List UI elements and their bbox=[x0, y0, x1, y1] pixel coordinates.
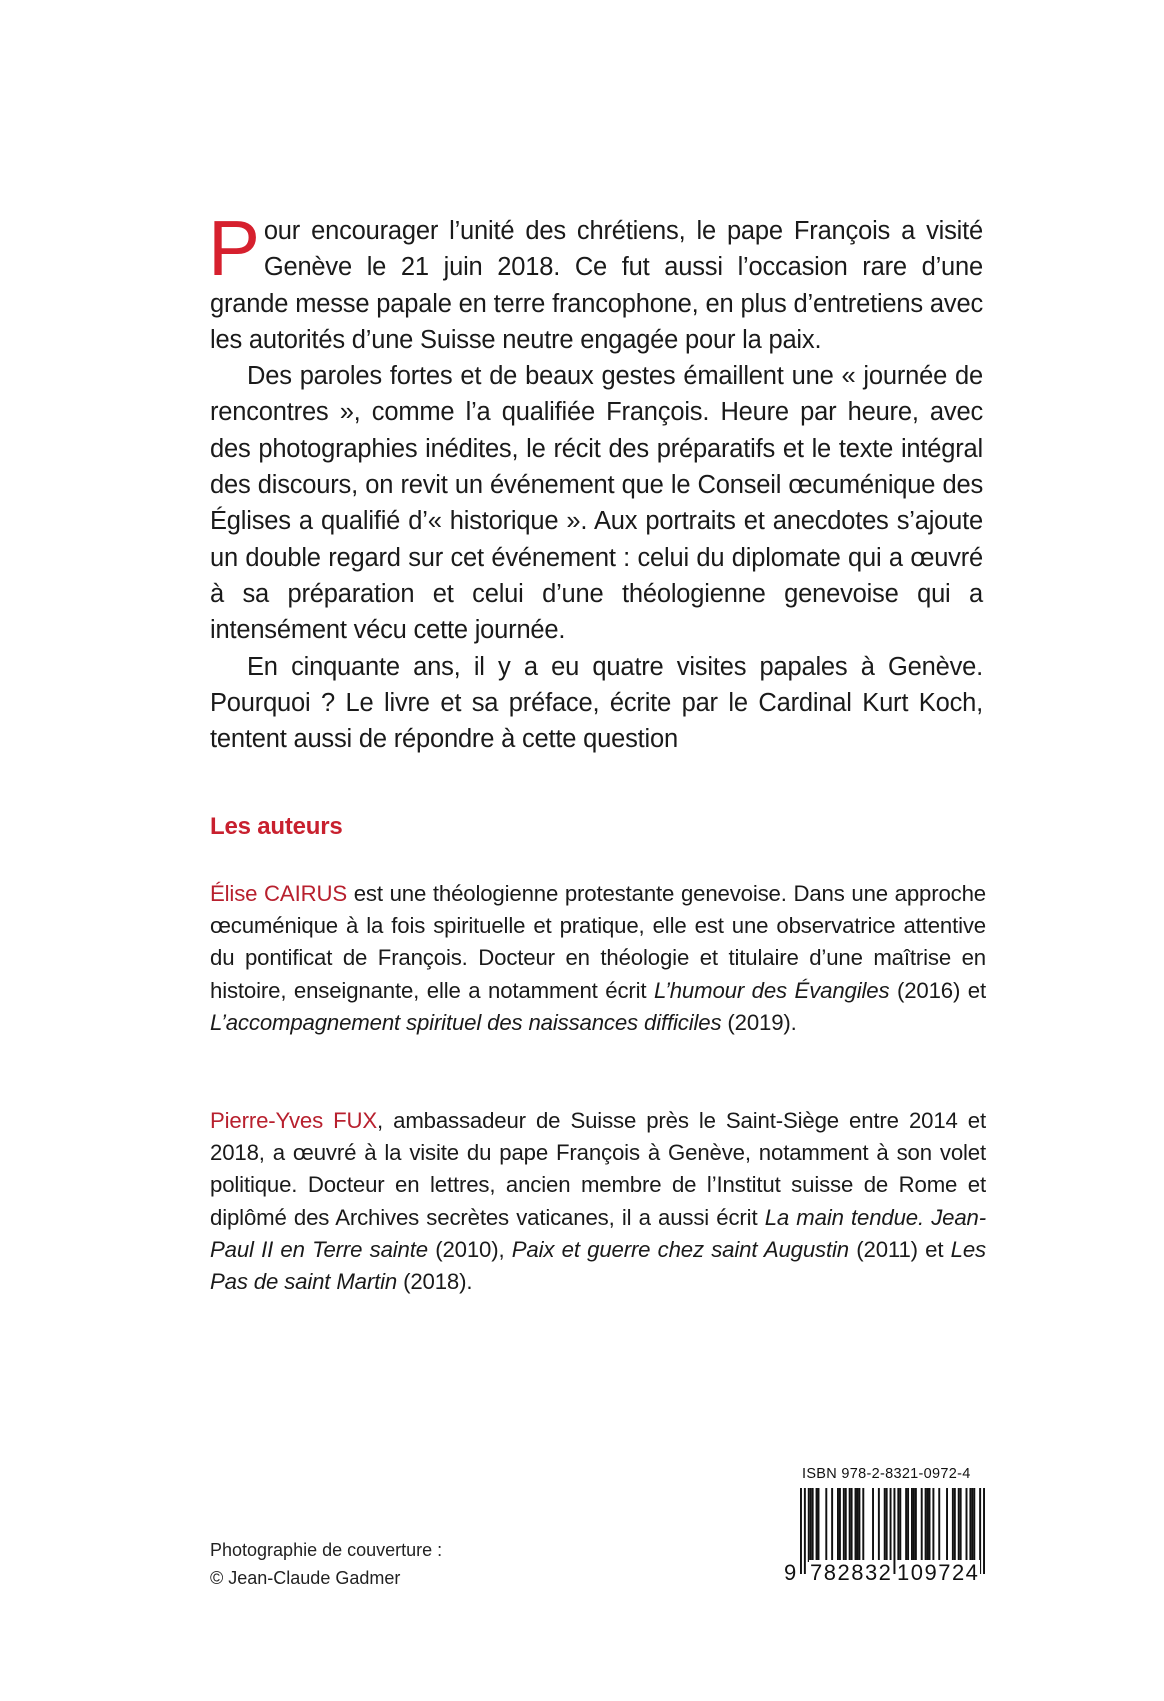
barcode-bar bbox=[969, 1488, 971, 1562]
photo-credit-label: Photographie de couverture : bbox=[210, 1540, 443, 1560]
barcode-bar bbox=[855, 1488, 857, 1562]
barcode-bar bbox=[872, 1488, 874, 1562]
barcode-bar bbox=[952, 1488, 954, 1562]
bio-text: (2011) et bbox=[848, 1236, 951, 1262]
authors-heading: Les auteurs bbox=[210, 813, 343, 840]
book-title: La main tendue. Jean-Paul II en Terre sainte bbox=[210, 1204, 986, 1262]
bio-text: (2016) et bbox=[889, 977, 986, 1003]
barcode-bar bbox=[886, 1488, 888, 1562]
barcode-bar bbox=[929, 1488, 931, 1562]
barcode-bar bbox=[958, 1488, 960, 1562]
barcode-bar bbox=[878, 1488, 880, 1562]
book-title: L’humour des Évangiles bbox=[654, 977, 890, 1003]
author-name: Pierre-Yves FUX bbox=[210, 1108, 378, 1133]
barcode-bar bbox=[858, 1488, 860, 1562]
barcode-bar bbox=[921, 1488, 923, 1562]
author-bio-cairus bbox=[210, 878, 986, 1039]
barcode-bar bbox=[839, 1488, 841, 1562]
author-bio-fux bbox=[210, 1105, 986, 1298]
blurb bbox=[208, 204, 983, 757]
barcode-bar bbox=[899, 1488, 901, 1562]
barcode-bar bbox=[810, 1488, 812, 1562]
barcode-bar bbox=[831, 1488, 833, 1562]
barcode-bar bbox=[818, 1488, 820, 1562]
barcode-bar bbox=[966, 1488, 968, 1562]
barcode-bar bbox=[907, 1488, 909, 1562]
bio-text: est une théologienne protestante genevoise. Dans une approche œcuménique à la fois spirituelle et pratique, elle est une observatrice attentive du pontificat de François. Docteur en théologie et titulaire d’une maîtrise en histoire, enseignante, elle a notamment écrit bbox=[210, 881, 986, 1003]
barcode-bar bbox=[825, 1488, 827, 1562]
ean-left-digits: 782832 bbox=[810, 1560, 893, 1585]
ean-first-digit: 9 bbox=[784, 1560, 797, 1585]
barcode-bar bbox=[911, 1488, 913, 1562]
drop-cap: P bbox=[208, 204, 260, 292]
book-title: Les Pas de saint Martin bbox=[210, 1236, 986, 1295]
barcode-bar bbox=[960, 1488, 962, 1562]
barcode-bar bbox=[851, 1488, 853, 1562]
barcode-bar bbox=[954, 1488, 956, 1562]
ean-right-digits: 109724 bbox=[897, 1560, 980, 1585]
bio-text: , ambassadeur de Suisse près le Saint-Siège entre 2014 et 2018, a œuvré à la visite du pape François à Genève, notamment à son volet politique. Docteur en lettres, ancien membre de l’Institut suisse de Rome et diplômé des Archives secrètes vaticanes, il a aussi écrit bbox=[210, 1108, 986, 1230]
book-title: Paix et guerre chez saint Augustin bbox=[511, 1236, 849, 1262]
barcode-bar bbox=[973, 1488, 975, 1562]
barcode-bar bbox=[927, 1488, 929, 1562]
photo-credit-author: © Jean-Claude Gadmer bbox=[210, 1568, 401, 1588]
barcode-bar bbox=[938, 1488, 940, 1562]
barcode-bar bbox=[843, 1488, 845, 1562]
barcode-guard-bar bbox=[804, 1488, 806, 1574]
isbn-label: ISBN 978-2-8321-0972-4 bbox=[802, 1466, 971, 1482]
barcode-bar bbox=[915, 1488, 917, 1562]
barcode-bar bbox=[856, 1488, 858, 1562]
blurb-paragraph: En cinquante ans, il y a eu quatre visites papales à Genève. Pourquoi ? Le livre et sa préface, écrite par le Cardinal Kurt Koch, tentent aussi de répondre à cette question bbox=[210, 652, 983, 754]
barcode-bar bbox=[816, 1488, 818, 1562]
barcode-bar bbox=[808, 1488, 810, 1562]
barcode-bar bbox=[897, 1488, 899, 1562]
barcode-bar bbox=[932, 1488, 934, 1562]
isbn-barcode bbox=[784, 1466, 990, 1591]
barcode-guard-bar bbox=[983, 1488, 985, 1574]
bio-text: (2019). bbox=[721, 1009, 797, 1035]
barcode-bar bbox=[884, 1488, 886, 1562]
blurb-text: our encourager l’unité des chrétiens, le pape François a visité Genève le 21 juin 2018. Ce fut aussi l’occasion rare d’une grande messe papale en terre francophone, en plus d’entretiens avec les autorités d’une Suisse neutre engagée pour la paix. bbox=[210, 217, 983, 354]
barcode-bar bbox=[905, 1488, 907, 1562]
barcode-bar bbox=[845, 1488, 847, 1562]
barcode-bar bbox=[913, 1488, 915, 1562]
bio-text: (2010), bbox=[427, 1236, 512, 1262]
barcode-bar bbox=[849, 1488, 851, 1562]
barcode-bar bbox=[837, 1488, 839, 1562]
barcode-guard-bar bbox=[800, 1488, 802, 1574]
book-title: L’accompagnement spirituel des naissances difficiles bbox=[210, 1009, 722, 1035]
photo-credit bbox=[210, 1536, 442, 1592]
blurb-paragraph bbox=[208, 204, 983, 358]
barcode-bar bbox=[862, 1488, 864, 1562]
blurb-paragraph: Des paroles fortes et de beaux gestes émaillent une « journée de rencontres », comme l’a qualifiée François. Heure par heure, avec des photographies inédites, le récit des préparatifs et le texte intégral des discours, on revit un événement que le Conseil œcuménique des Églises a qualifié d’« historique ». Aux portraits et anecdotes s’ajoute un double regard sur cet événement : celui du diplomate qui a œuvré à sa préparation et celui d’une théologienne genevoise qui a intensément vécu cette journée. bbox=[210, 362, 983, 645]
barcode-bar bbox=[946, 1488, 948, 1562]
barcode-bar bbox=[971, 1488, 973, 1562]
barcode-bar bbox=[812, 1488, 814, 1562]
bio-text: (2018). bbox=[397, 1269, 473, 1295]
author-name: Élise CAIRUS bbox=[210, 881, 347, 906]
barcode-bar bbox=[925, 1488, 927, 1562]
